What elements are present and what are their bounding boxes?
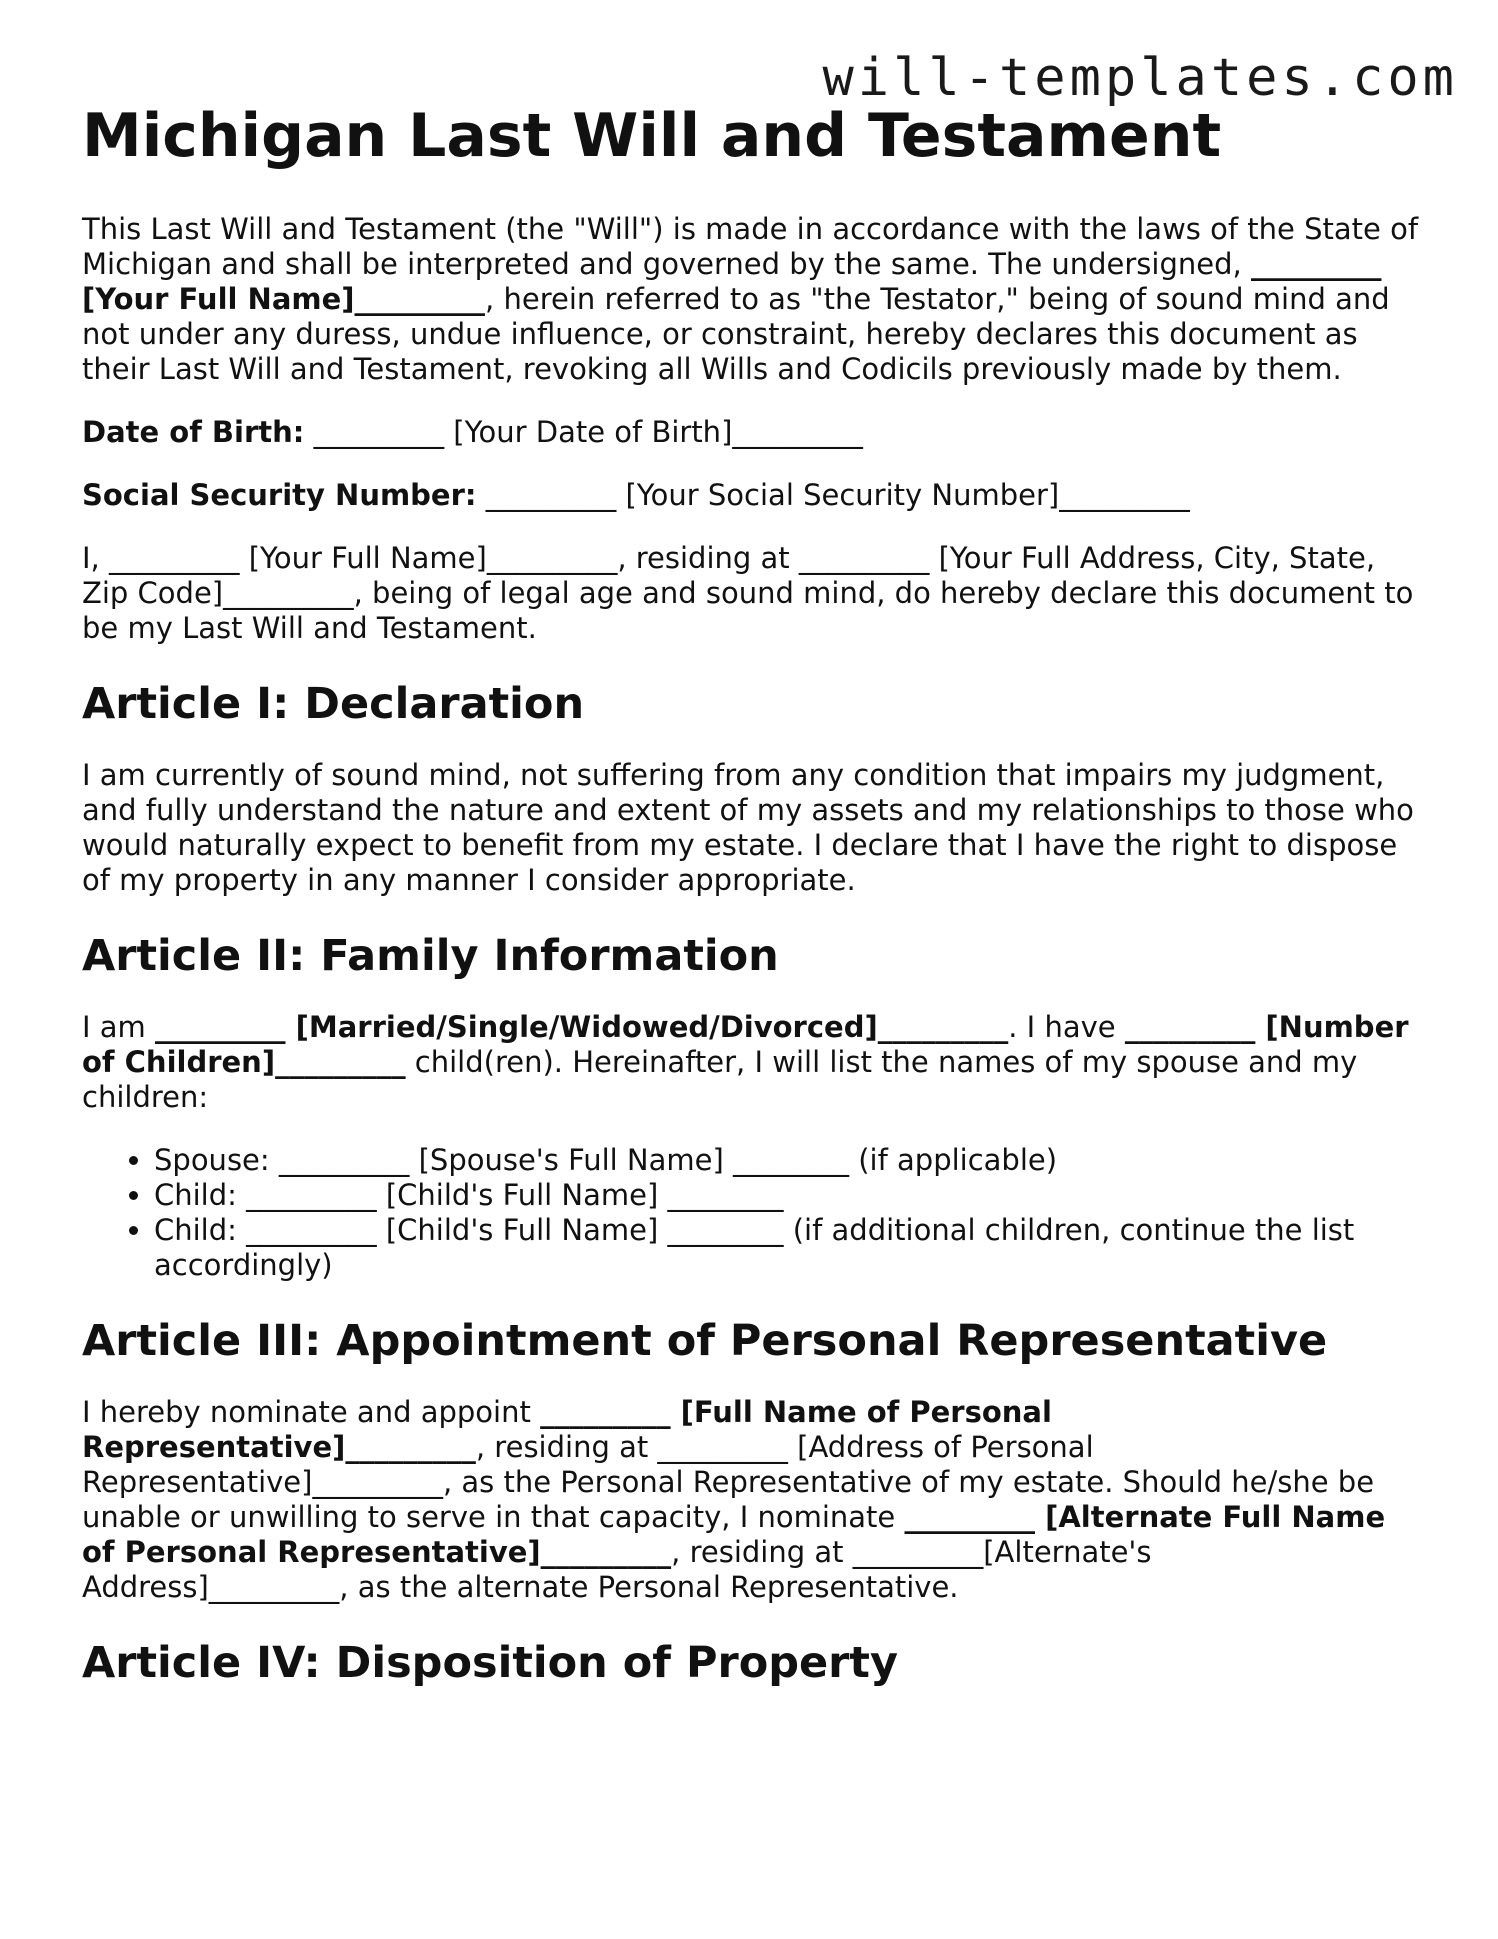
will-document (82, 100, 1422, 1717)
children-count-field: _________ [Number of Children]_________ (82, 1010, 1409, 1079)
article-3-heading: Article III: Appointment of Personal Representative (82, 1316, 1328, 1366)
ssn-label: Social Security Number: (82, 478, 477, 512)
testator-name-field: _________ [Your Full Name]_________ (82, 247, 1382, 316)
family-paragraph: I am _________ [Married/Single/Widowed/Divorced]_________. I have _________ [Number of Children]_________ child(ren). Hereinafter, I will list the names of my spouse and my children: (82, 1010, 1409, 1114)
residence-paragraph: I, _________ [Your Full Name]_________, residing at _________ [Your Full Address, City, State, Zip Code]_________, being of legal age and sound mind, do hereby declare this document to be my Last Will and Testament. (82, 541, 1414, 645)
article-4-heading: Article IV: Disposition of Property (82, 1638, 898, 1688)
dob-field: _________ [Your Date of Birth]_________ (304, 415, 863, 449)
marital-status-field: _________ [Married/Single/Widowed/Divorced]_________ (155, 1010, 1009, 1044)
list-item: • Child: _________ [Child's Full Name] ________ (if additional children, continue the list accordingly) (154, 1213, 1422, 1283)
site-watermark: will-templates.com (822, 48, 1458, 108)
ssn-field: _________ [Your Social Security Number]_________ (476, 478, 1190, 512)
intro-paragraph: This Last Will and Testament (the "Will") is made in accordance with the laws of the State of Michigan and shall be interpreted and governed by the same. The undersigned, _________ [Your Full Name]_________, herein referred to as "the Testator," being of sound mind and not under any duress, undue influence, or constraint, hereby declares this document as their Last Will and Testament, revoking all Wills and Codicils previously made by them. (82, 212, 1419, 386)
representative-paragraph: I hereby nominate and appoint _________ [Full Name of Personal Representative]_________, residing at _________ [Address of Personal Representative]_________, as the Personal Representative of my estate. Should he/she be unable or unwilling to serve in that capacity, I nominate _________ [Alternate Full Name of Personal Representative]_________, residing at _________[Alternate's Address]_________, as the alternate Personal Representative. (82, 1395, 1386, 1604)
family-list (82, 1143, 1422, 1283)
article-1-heading: Article I: Declaration (82, 679, 585, 729)
document-title: Michigan Last Will and Testament (82, 101, 1222, 171)
list-item: • Spouse: _________ [Spouse's Full Name] ________ (if applicable) (154, 1143, 1422, 1178)
dob-label: Date of Birth: (82, 415, 305, 449)
alternate-representative-field: _________ [Alternate Full Name of Personal Representative]_________ (82, 1500, 1386, 1569)
article-2-heading: Article II: Family Information (82, 931, 779, 981)
ssn-line (82, 478, 1422, 513)
article-1-text: I am currently of sound mind, not suffering from any condition that impairs my judgment, and fully understand the nature and extent of my assets and my relationships to those who would naturally expect to benefit from my estate. I declare that I have the right to dispose of my property in any manner I consider appropriate. (82, 758, 1414, 897)
representative-name-field: _________ [Full Name of Personal Representative]_________ (82, 1395, 1052, 1464)
list-item: • Child: _________ [Child's Full Name] ________ (154, 1178, 1422, 1213)
date-of-birth-line (82, 415, 1422, 450)
